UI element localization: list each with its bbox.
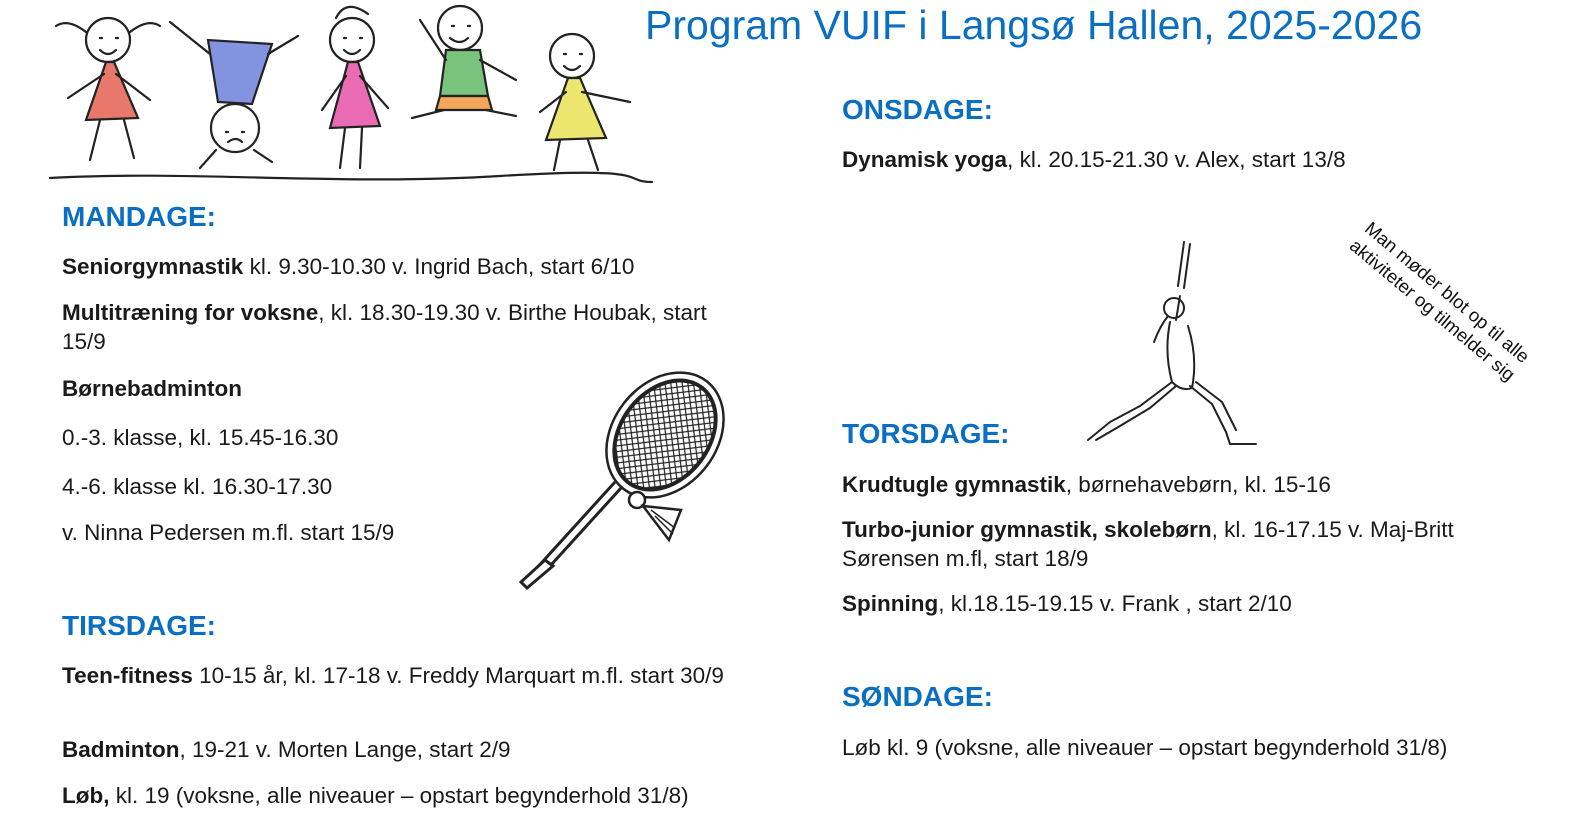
entry-spinning	[842, 589, 1542, 618]
entry-multitraening	[62, 298, 752, 356]
entry-krudtugle	[842, 470, 1542, 499]
page-title: Program VUIF i Langsø Hallen, 2025-2026	[645, 2, 1423, 48]
entry-badminton-instructor: v. Ninna Pedersen m.fl. start 15/9	[62, 520, 395, 545]
activity-details: kl. 9.30-10.30 v. Ingrid Bach, start 6/10	[243, 254, 635, 279]
heading-tirsdage: TIRSDAGE:	[62, 610, 216, 641]
activity-name: Seniorgymnastik	[62, 254, 244, 279]
heading-mandage: MANDAGE:	[62, 201, 216, 232]
activity-details: , kl. 18.30-19.30 v. Birthe Houbak, start 15/9	[62, 300, 707, 354]
entry-turbo-junior	[842, 515, 1542, 573]
entry-bornebadminton	[62, 374, 242, 403]
activity-details: kl. 19 (voksne, alle niveauer – opstart begynderhold 31/8)	[109, 783, 689, 808]
activity-name: Badminton	[62, 737, 180, 762]
entry-lob-tirsdag	[62, 781, 722, 810]
activity-details: , kl.18.15-19.15 v. Frank , start 2/10	[938, 591, 1292, 616]
activity-name: Løb,	[62, 783, 110, 808]
activity-details: , 19-21 v. Morten Lange, start 2/9	[179, 737, 511, 762]
entry-seniorgymnastik	[62, 252, 752, 281]
heading-sondage: SØNDAGE:	[842, 681, 993, 712]
activity-details: , kl. 20.15-21.30 v. Alex, start 13/8	[1007, 147, 1346, 172]
info-note: Man møder blot op til alle aktiviteter og tilmelder sig	[1345, 217, 1534, 385]
yoga-pose-icon	[1080, 236, 1280, 451]
activity-name: Teen-fitness	[62, 663, 193, 688]
activity-name: Dynamisk yoga	[842, 147, 1008, 172]
entry-klasse-0-3: 0.-3. klasse, kl. 15.45-16.30	[62, 425, 339, 450]
activity-name: Børnebadminton	[62, 376, 242, 401]
entry-lob-sondag: Løb kl. 9 (voksne, alle niveauer – opstart begynderhold 31/8)	[842, 735, 1448, 760]
entry-klasse-4-6: 4.-6. klasse kl. 16.30-17.30	[62, 474, 333, 499]
activity-name: Multitræning for voksne	[62, 300, 319, 325]
activity-name: Krudtugle gymnastik	[842, 472, 1066, 497]
activity-name: Turbo-junior gymnastik, skolebørn	[842, 517, 1212, 542]
entry-teen-fitness	[62, 661, 762, 690]
entry-badminton	[62, 735, 762, 764]
badminton-racket-icon	[505, 370, 735, 595]
activity-details: , børnehavebørn, kl. 15-16	[1065, 472, 1331, 497]
heading-onsdage: ONSDAGE:	[842, 94, 993, 125]
activity-details: 10-15 år, kl. 17-18 v. Freddy Marquart m.fl. start 30/9	[192, 663, 724, 688]
activity-details: , kl. 16-17.15 v. Maj-Britt Sørensen m.fl, start 18/9	[842, 517, 1454, 571]
kids-drawing-icon	[40, 0, 660, 190]
heading-torsdage: TORSDAGE:	[842, 418, 1010, 449]
entry-dynamisk-yoga	[842, 145, 1542, 174]
activity-name: Spinning	[842, 591, 939, 616]
